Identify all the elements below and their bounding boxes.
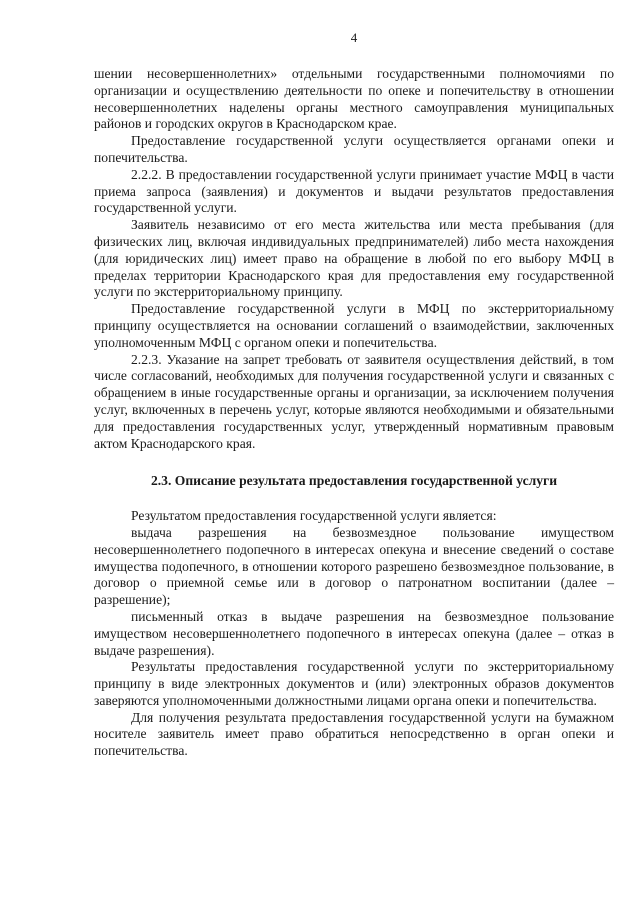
paragraph: выдача разрешения на безвозмездное пользование имуществом несовершеннолетнего подопечного в интересах опекуна и внесение сведений о составе имущества подопечного, в отношении которого разрешено безвозмездное пользование, в договор о приемной семье или в договор о патронатном воспитании (далее – разрешение); xyxy=(94,524,614,608)
paragraph: Для получения результата предоставления государственной услуги на бумажном носителе заявитель имеет право обратиться непосредственно в орган опеки и попечительства. xyxy=(94,709,614,759)
paragraph: Заявитель независимо от его места жительства или места пребывания (для физических лиц, включая индивидуальных предпринимателей) либо места нахождения (для юридических лиц) имеет право на обращение в любой по его выбору МФЦ в пределах территории Краснодарского края для предоставления ему государственной услуги по экстерриториальному принципу. xyxy=(94,217,614,300)
body-before-heading xyxy=(94,66,614,452)
page-number: 4 xyxy=(350,30,358,45)
section-heading: 2.3. Описание результата предоставления государственной услуги xyxy=(150,473,558,489)
paragraph: Предоставление государственной услуги осуществляется органами опеки и попечительства. xyxy=(94,133,614,165)
paragraph: 2.2.3. Указание на запрет требовать от заявителя осуществления действий, в том числе согласований, необходимых для получения государственной услуги и связанных с обращением в иные государственные органы и организации, за исключением получения услуг, включенных в перечень услуг, которые являются необходимыми и обязательными для предоставления государственных услуг, утвержденный нормативным правовым актом Краснодарского края. xyxy=(94,351,614,451)
paragraph: 2.2.2. В предоставлении государственной услуги принимает участие МФЦ в части приема запроса (заявления) и документов и выдачи результатов предоставления государственной услуги. xyxy=(94,166,614,216)
paragraph: Результатом предоставления государственной услуги является: xyxy=(131,508,497,524)
paragraph: шении несовершеннолетних» отдельными государственными полномочиями по организации и осуществлению деятельности по опеке и попечительству в отношении несовершеннолетних наделены органы местного самоуправления муниципальных районов и городских округов в Краснодарском крае. xyxy=(94,66,614,132)
paragraph: Предоставление государственной услуги в МФЦ по экстерриториальному принципу осуществляется на основании соглашений о взаимодействии, заключенных уполномоченным МФЦ с органом опеки и попечительства. xyxy=(94,301,614,350)
body-after-heading xyxy=(94,508,614,760)
paragraph: Результаты предоставления государственной услуги по экстерриториальному принципу в виде электронных документов и (или) электронных образов документов заверяются уполномоченными должностными лицами органа опеки и попечительства. xyxy=(94,659,614,708)
paragraph: письменный отказ в выдаче разрешения на безвозмездное пользование имуществом несовершеннолетнего подопечного в интересах опекуна (далее – отказ в выдаче разрешения). xyxy=(94,608,614,658)
